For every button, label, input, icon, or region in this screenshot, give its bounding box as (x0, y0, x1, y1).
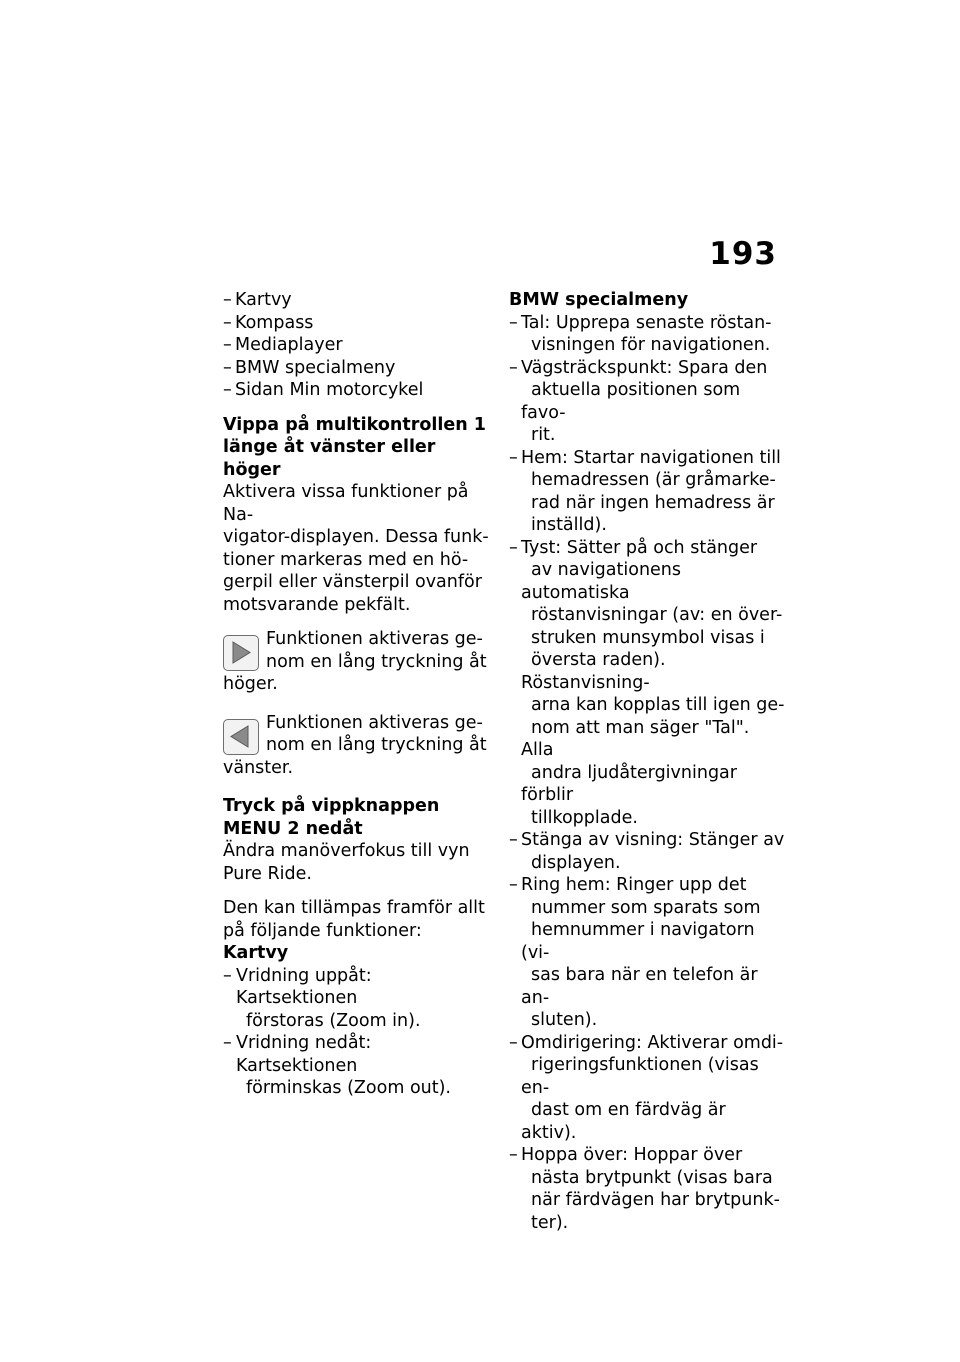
hint-text: Funktionen aktiveras ge- nom en lång tryckning åt vänster. (223, 712, 487, 778)
list-item: – Omdirigering: Aktiverar omdi- rigeringsfunktionen (visas en- dast om en färdväg är aktiv). (509, 1032, 785, 1145)
left-column (223, 289, 495, 1100)
section-heading: Vippa på multikontrollen 1 länge åt vänster eller höger (223, 414, 486, 480)
list-item: – Mediaplayer (223, 334, 495, 357)
hint-right (223, 628, 495, 696)
list-item: – Hoppa över: Hoppar över nästa brytpunkt (visas bara när färdvägen har brytpunk- ter). (509, 1144, 785, 1234)
hint-text: Funktionen aktiveras ge- nom en lång tryckning åt höger. (223, 629, 487, 694)
arrow-right-icon (223, 635, 259, 671)
list-item: – Kompass (223, 312, 495, 335)
list-item: – Tyst: Sätter på och stänger av navigationens automatiska röstanvisningar (av: en över- struken munsymbol visas i översta raden). Röstanvisning- arna kan kopplas till igen ge- nom att man säger "Tal". Alla andra ljudåtergivningar förblir tillkopplade. (509, 537, 785, 830)
list-item: – Vägsträckspunkt: Spara den aktuella positionen som favo- rit. (509, 357, 785, 447)
section-heading: BMW specialmeny (509, 290, 689, 310)
kartvy-heading: Kartvy (223, 943, 289, 963)
list-item: – Tal: Upprepa senaste röstan- visningen för navigationen. (509, 312, 785, 357)
right-column (509, 289, 785, 1234)
section-body: Den kan tillämpas framför allt på följande funktioner: (223, 898, 485, 941)
list-item: – Ring hem: Ringer upp det nummer som sparats som hemnummer i navigatorn (vi- sas bara när en telefon är an- sluten). (509, 874, 785, 1032)
section-body: Ändra manöverfokus till vyn Pure Ride. (223, 841, 470, 884)
list-item: – Kartvy (223, 289, 495, 312)
list-item: – Stänga av visning: Stänger av displayen. (509, 829, 785, 874)
hint-left (223, 712, 495, 780)
section-body: Aktivera vissa funktioner på Na- vigator-displayen. Dessa funk- tioner markeras med en hö- gerpil eller vänsterpil ovanför motsvarande pekfält. (223, 482, 489, 615)
list-item: – Vridning nedåt: Kartsektionen förminskas (Zoom out). (223, 1032, 495, 1100)
specialmeny-list (509, 312, 785, 1235)
section-heading: Tryck på vippknappen MENU 2 nedåt (223, 796, 440, 839)
page-number: 193 (709, 236, 777, 272)
list-item: – Vridning uppåt: Kartsektionen förstoras (Zoom in). (223, 965, 495, 1033)
list-item: – Hem: Startar navigationen till hemadressen (är gråmarke- rad när ingen hemadress är inställd). (509, 447, 785, 537)
list-item: – Sidan Min motorcykel (223, 379, 495, 402)
list-item: – BMW specialmeny (223, 357, 495, 380)
arrow-left-icon (223, 719, 259, 755)
menu-list (223, 289, 495, 402)
kartvy-list (223, 965, 495, 1100)
